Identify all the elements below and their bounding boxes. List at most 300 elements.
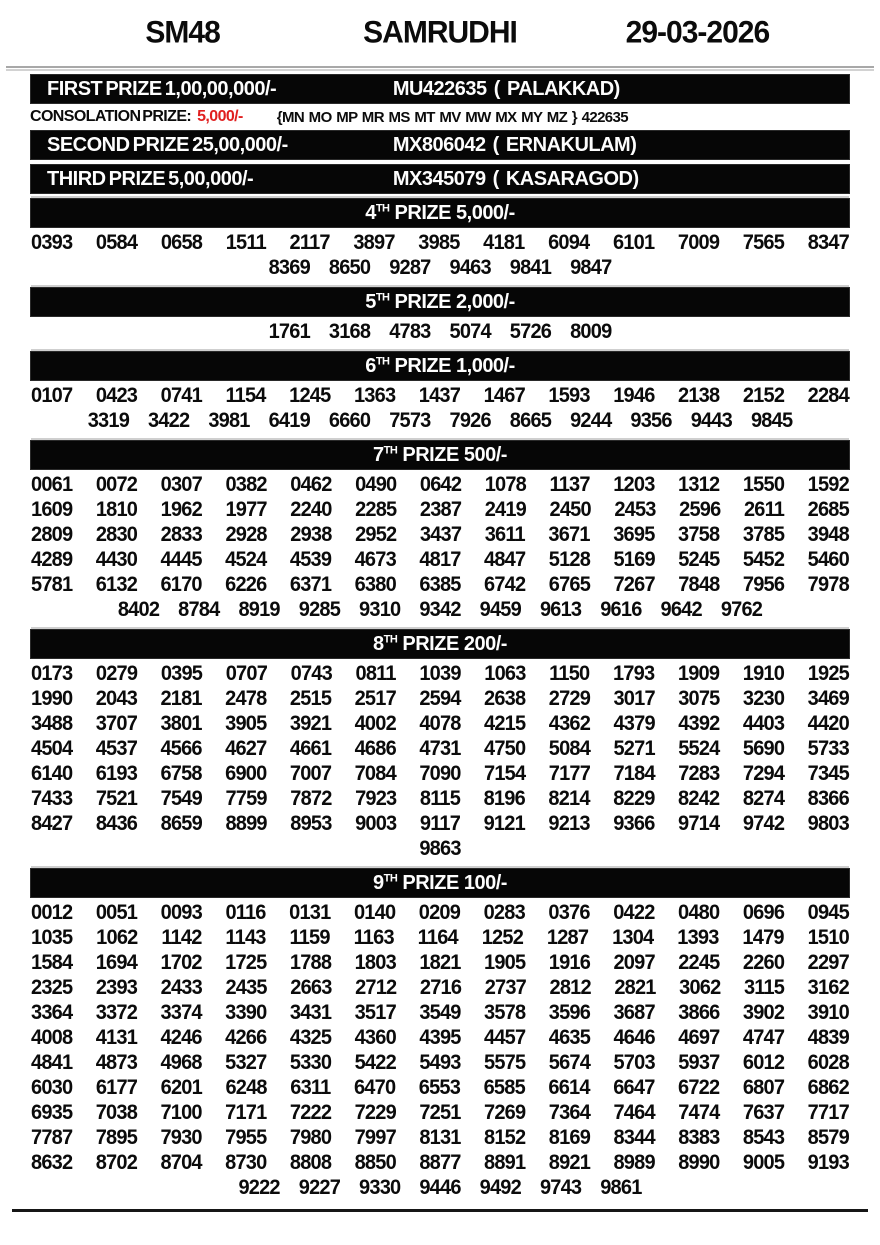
prize-number: 2594: [419, 687, 461, 711]
prize-number: 7294: [742, 762, 785, 786]
prize-number: 5690: [742, 737, 785, 761]
prize-number: 3948: [807, 523, 849, 547]
prize-number: 1511: [225, 231, 266, 255]
consolation-prize-label: CONSOLATION PRIZE:: [30, 108, 192, 125]
prize-number: 7955: [225, 1126, 267, 1150]
third-prize-label: THIRD PRIZE 5,00,000/-: [47, 167, 254, 190]
prize-number: 8877: [419, 1151, 461, 1175]
prize-number: 8730: [225, 1151, 267, 1175]
second-prize-label: SECOND PRIZE 25,00,000/-: [47, 133, 288, 156]
prize-number: 5674: [548, 1051, 591, 1075]
prize-number: 1803: [354, 951, 396, 975]
prize-number: 9356: [630, 409, 672, 433]
prize-number: 3921: [289, 712, 332, 736]
number-row: [31, 573, 849, 598]
prize-number: 4430: [95, 548, 138, 572]
prize-number: 6742: [484, 573, 526, 597]
prize-number: 2938: [290, 523, 332, 547]
prize-number: 7895: [95, 1126, 138, 1150]
prize-number: 9005: [742, 1151, 785, 1175]
prize-number: 7956: [742, 573, 785, 597]
tier-ordinal-suffix: TH: [383, 632, 398, 645]
prize-number: 5422: [354, 1051, 396, 1075]
prize-number: 0093: [160, 901, 202, 925]
prize-number: 8899: [225, 812, 267, 836]
prize-number: 4266: [225, 1026, 267, 1050]
prize-number: 6758: [160, 762, 202, 786]
tier-title: 6TH PRIZE 1,000/-: [365, 354, 515, 377]
prize-number: 5575: [484, 1051, 526, 1075]
prize-number: 1788: [289, 951, 332, 975]
prize-number: 2716: [419, 976, 462, 1000]
winning-numbers-grid: [0, 228, 880, 283]
prize-number: 1437: [418, 384, 461, 408]
prize-number: 4731: [419, 737, 461, 761]
prize-number: 0462: [290, 473, 332, 497]
prize-number: 7474: [678, 1101, 720, 1125]
number-row: [31, 523, 849, 548]
number-row: [31, 837, 849, 862]
prize-tier-section: [0, 629, 880, 864]
prize-number: 1905: [484, 951, 526, 975]
prize-number: 9492: [479, 1176, 521, 1200]
prize-number: 5245: [678, 548, 720, 572]
third-prize-bar: [30, 164, 850, 194]
number-row: [31, 687, 849, 712]
prize-number: 7269: [484, 1101, 526, 1125]
prize-number: 7464: [613, 1101, 655, 1125]
prize-number: 8784: [178, 598, 220, 622]
prize-number: 4635: [548, 1026, 591, 1050]
prize-number: 1312: [678, 473, 720, 497]
prize-number: 2928: [225, 523, 267, 547]
number-row: [31, 256, 849, 281]
prize-number: 1810: [95, 498, 138, 522]
prize-number: 1925: [807, 662, 849, 686]
prize-number: 7009: [677, 231, 720, 255]
prize-number: 3017: [613, 687, 655, 711]
prize-number: 3062: [679, 976, 721, 1000]
prize-number: 3981: [208, 409, 250, 433]
prize-tier-section: [0, 198, 880, 283]
prize-number: 7521: [95, 787, 138, 811]
prize-number: 0382: [225, 473, 267, 497]
prize-number: 8919: [238, 598, 280, 622]
prize-number: 4841: [31, 1051, 73, 1075]
number-row: [31, 231, 849, 256]
prize-number: 2181: [160, 687, 202, 711]
prize-number: 8274: [742, 787, 785, 811]
prize-number: 4362: [548, 712, 591, 736]
prize-number: 8659: [160, 812, 202, 836]
prize-number: 3785: [742, 523, 785, 547]
prize-number: 8152: [484, 1126, 526, 1150]
prize-number: 1143: [225, 926, 266, 950]
prize-number: 0072: [95, 473, 138, 497]
prize-number: 2611: [743, 498, 785, 522]
prize-number: 5460: [807, 548, 849, 572]
prize-number: 9743: [539, 1176, 582, 1200]
prize-number: 6380: [354, 573, 396, 597]
prize-number: 3611: [484, 523, 525, 547]
first-prize-bar: [30, 74, 850, 104]
number-row: [31, 712, 849, 737]
number-row: [31, 976, 849, 1001]
winning-numbers-grid: [0, 898, 880, 1203]
tier-header-bar: [30, 287, 850, 317]
prize-number: 8543: [742, 1126, 785, 1150]
prize-number: 9616: [600, 598, 642, 622]
prize-number: 3866: [678, 1001, 720, 1025]
prize-number: 8242: [678, 787, 720, 811]
number-row: [31, 498, 849, 523]
number-row: [31, 1101, 849, 1126]
prize-number: 7759: [225, 787, 267, 811]
prize-number: 4646: [613, 1026, 655, 1050]
prize-number: 9213: [548, 812, 590, 836]
consolation-prize-amount: 5,000/-: [197, 108, 243, 125]
prize-number: 1039: [419, 662, 461, 686]
tier-header-bar: [30, 868, 850, 898]
prize-number: 7184: [613, 762, 655, 786]
prize-number: 8808: [289, 1151, 332, 1175]
prize-number: 4420: [807, 712, 849, 736]
prize-number: 6201: [160, 1076, 202, 1100]
prize-number: 2712: [355, 976, 397, 1000]
third-prize-ticket: MX345079 ( KASARAGOD): [392, 167, 639, 190]
prize-number: 2830: [95, 523, 138, 547]
prize-number: 6765: [548, 573, 591, 597]
prize-number: 0107: [31, 384, 73, 408]
prize-number: 0393: [31, 231, 73, 255]
prize-number: 1203: [613, 473, 655, 497]
prize-number: 0061: [31, 473, 73, 497]
prize-number: 3162: [807, 976, 849, 1000]
first-prize-label: FIRST PRIZE 1,00,00,000/-: [47, 77, 277, 100]
prize-number: 4078: [419, 712, 461, 736]
prize-number: 1245: [289, 384, 331, 408]
prize-number: 7565: [742, 231, 785, 255]
prize-number: 1078: [484, 473, 526, 497]
prize-number: 2393: [95, 976, 138, 1000]
prize-number: 1035: [31, 926, 73, 950]
prize-number: 2833: [160, 523, 202, 547]
prize-number: 6140: [31, 762, 73, 786]
prize-number: 8369: [268, 256, 310, 280]
prize-number: 0422: [613, 901, 655, 925]
prize-number: 4403: [742, 712, 785, 736]
prize-number: 2450: [549, 498, 591, 522]
prize-number: 8427: [31, 812, 73, 836]
prize-number: 3364: [31, 1001, 73, 1025]
prize-number: 6177: [95, 1076, 138, 1100]
number-row: [31, 1176, 849, 1201]
prize-number: 1150: [549, 662, 590, 686]
prize-number: 1393: [677, 926, 719, 950]
prize-number: 2478: [225, 687, 267, 711]
prize-number: 6614: [548, 1076, 590, 1100]
winning-numbers-grid: [0, 317, 880, 347]
prize-number: 3801: [160, 712, 202, 736]
prize-number: 0283: [483, 901, 525, 925]
number-row: [31, 737, 849, 762]
prize-number: 0741: [160, 384, 202, 408]
prize-number: 7283: [678, 762, 720, 786]
prize-number: 7433: [31, 787, 73, 811]
prize-number: 6807: [742, 1076, 785, 1100]
prize-number: 5493: [419, 1051, 461, 1075]
prize-number: 6647: [613, 1076, 655, 1100]
prize-number: 2138: [678, 384, 720, 408]
tier-ordinal-suffix: TH: [375, 290, 390, 303]
tier-ordinal-suffix: TH: [375, 201, 390, 214]
prize-number: 0696: [742, 901, 785, 925]
prize-number: 4537: [95, 737, 138, 761]
prize-number: 4457: [484, 1026, 526, 1050]
draw-code: SM48: [145, 15, 220, 50]
prize-number: 7848: [678, 573, 720, 597]
prize-number: 7100: [160, 1101, 202, 1125]
number-row: [31, 409, 849, 434]
prize-number: 2596: [679, 498, 721, 522]
prize-number: 5726: [509, 320, 552, 344]
number-row: [31, 951, 849, 976]
prize-number: 4524: [225, 548, 267, 572]
prize-number: 7549: [160, 787, 202, 811]
prize-number: 8665: [509, 409, 552, 433]
prize-number: 4968: [160, 1051, 202, 1075]
prize-number: 6722: [678, 1076, 720, 1100]
prize-number: 5452: [742, 548, 785, 572]
prize-number: 2260: [742, 951, 785, 975]
prize-number: 2097: [613, 951, 655, 975]
prize-number: 4566: [160, 737, 202, 761]
prize-number: 7980: [289, 1126, 332, 1150]
number-row: [31, 384, 849, 409]
prize-number: 1916: [548, 951, 591, 975]
prize-number: 1159: [289, 926, 330, 950]
prize-number: 8953: [290, 812, 332, 836]
prize-number: 3578: [484, 1001, 526, 1025]
prize-number: 9227: [298, 1176, 341, 1200]
prize-number: 2245: [678, 951, 720, 975]
prize-number: 1725: [225, 951, 267, 975]
prize-number: 3596: [548, 1001, 591, 1025]
prize-number: 6900: [225, 762, 267, 786]
prize-number: 4325: [289, 1026, 332, 1050]
prize-number: 5781: [31, 573, 73, 597]
prize-number: 1592: [807, 473, 849, 497]
prize-number: 0051: [95, 901, 138, 925]
prize-number: 8169: [548, 1126, 591, 1150]
prize-number: 9342: [419, 598, 461, 622]
prize-number: 8579: [807, 1126, 849, 1150]
prize-number: 7007: [289, 762, 332, 786]
prize-number: 2638: [484, 687, 526, 711]
prize-number: 2737: [484, 976, 526, 1000]
prize-number: 8131: [419, 1126, 461, 1150]
prize-number: 7872: [290, 787, 332, 811]
prize-number: 9803: [807, 812, 849, 836]
prize-number: 4215: [484, 712, 526, 736]
prize-number: 3902: [742, 1001, 785, 1025]
winning-numbers-grid: [0, 381, 880, 436]
prize-number: 3374: [160, 1001, 202, 1025]
lower-prize-sections: [0, 198, 880, 1203]
prize-number: 2515: [289, 687, 332, 711]
prize-number: 9222: [238, 1176, 280, 1200]
tier-title: 9TH PRIZE 100/-: [373, 871, 507, 894]
prize-number: 4839: [807, 1026, 849, 1050]
prize-number: 9841: [509, 256, 552, 280]
prize-number: 4008: [31, 1026, 73, 1050]
winning-numbers-grid: [0, 470, 880, 625]
number-row: [31, 1001, 849, 1026]
prize-number: 5271: [613, 737, 655, 761]
prize-number: 8402: [117, 598, 160, 622]
prize-number: 7923: [355, 787, 397, 811]
second-prize-bar: [30, 130, 850, 160]
prize-number: 3695: [613, 523, 655, 547]
prize-number: 1977: [225, 498, 267, 522]
prize-number: 8196: [483, 787, 525, 811]
prize-number: 2685: [807, 498, 849, 522]
prize-number: 9117: [419, 812, 461, 836]
prize-number: 7251: [419, 1101, 461, 1125]
prize-number: 9287: [389, 256, 431, 280]
number-row: [31, 1051, 849, 1076]
prize-number: 2325: [31, 976, 73, 1000]
prize-number: 2117: [289, 231, 330, 255]
prize-number: 1142: [161, 926, 202, 950]
prize-number: 3671: [548, 523, 590, 547]
prize-number: 8214: [548, 787, 590, 811]
prize-number: 8921: [548, 1151, 591, 1175]
prize-number: 7154: [484, 762, 526, 786]
prize-number: 4445: [160, 548, 202, 572]
prize-number: 5937: [678, 1051, 720, 1075]
prize-number: 2240: [290, 498, 332, 522]
prize-number: 3488: [31, 712, 73, 736]
prize-number: 6660: [328, 409, 371, 433]
prize-number: 4131: [95, 1026, 138, 1050]
prize-number: 6553: [418, 1076, 461, 1100]
prize-number: 0480: [678, 901, 720, 925]
prize-number: 0279: [95, 662, 138, 686]
prize-tier-section: [0, 440, 880, 625]
prize-number: 1609: [31, 498, 73, 522]
prize-number: 3230: [742, 687, 785, 711]
prize-number: 8990: [678, 1151, 720, 1175]
prize-number: 1793: [612, 662, 655, 686]
prize-number: 7038: [95, 1101, 138, 1125]
prize-number: 3168: [328, 320, 371, 344]
prize-number: 8891: [484, 1151, 526, 1175]
prize-number: 1593: [548, 384, 590, 408]
prize-tier-section: [0, 287, 880, 347]
number-row: [31, 1126, 849, 1151]
prize-number: 6371: [289, 573, 332, 597]
prize-number: 9121: [483, 812, 525, 836]
prize-number: 2435: [225, 976, 267, 1000]
prize-number: 4504: [31, 737, 73, 761]
prize-number: 8229: [613, 787, 655, 811]
prize-number: 8989: [613, 1151, 655, 1175]
prize-number: 4783: [389, 320, 431, 344]
prize-number: 6012: [742, 1051, 785, 1075]
prize-number: 4181: [483, 231, 525, 255]
prize-number: 1479: [742, 926, 784, 950]
prize-number: 2433: [160, 976, 202, 1000]
prize-number: 1510: [807, 926, 849, 950]
prize-number: 6470: [353, 1076, 396, 1100]
number-row: [31, 1076, 849, 1101]
prize-number: 6170: [160, 573, 202, 597]
tier-title: 4TH PRIZE 5,000/-: [365, 201, 515, 224]
prize-number: 9863: [419, 837, 461, 861]
prize-number: 1163: [353, 926, 394, 950]
prize-number: 1252: [481, 926, 524, 950]
prize-number: 4395: [419, 1026, 461, 1050]
prize-number: 5128: [548, 548, 591, 572]
prize-number: 6094: [548, 231, 590, 255]
prize-number: 6248: [225, 1076, 267, 1100]
prize-number: 2809: [31, 523, 73, 547]
prize-number: 6226: [225, 573, 267, 597]
prize-number: 8702: [95, 1151, 138, 1175]
prize-number: 6419: [268, 409, 310, 433]
prize-number: 4002: [354, 712, 396, 736]
prize-number: 6311: [290, 1076, 331, 1100]
prize-number: 8383: [678, 1126, 720, 1150]
number-row: [31, 548, 849, 573]
prize-number: 5084: [548, 737, 591, 761]
prize-number: 2387: [419, 498, 462, 522]
prize-number: 3422: [148, 409, 190, 433]
prize-number: 4747: [742, 1026, 785, 1050]
lottery-name: SAMRUDHI: [363, 15, 517, 50]
number-row: [31, 926, 849, 951]
prize-number: 6132: [95, 573, 138, 597]
prize-number: 3075: [678, 687, 720, 711]
prize-number: 1063: [484, 662, 526, 686]
prize-number: 6028: [807, 1051, 849, 1075]
tier-ordinal-suffix: TH: [375, 354, 390, 367]
prize-number: 2812: [549, 976, 591, 1000]
tier-header-bar: [30, 440, 850, 470]
tier-title: 5TH PRIZE 2,000/-: [365, 290, 515, 313]
prize-number: 9330: [359, 1176, 401, 1200]
prize-number: 9847: [570, 256, 612, 280]
prize-number: 1137: [549, 473, 590, 497]
prize-number: 9366: [613, 812, 655, 836]
prize-number: 9446: [419, 1176, 461, 1200]
prize-number: 7637: [742, 1101, 785, 1125]
prize-number: 4673: [354, 548, 396, 572]
prize-number: 7229: [354, 1101, 396, 1125]
prize-number: 8850: [354, 1151, 396, 1175]
prize-number: 9193: [807, 1151, 849, 1175]
prize-number: 6385: [419, 573, 461, 597]
prize-number: 4697: [678, 1026, 720, 1050]
prize-number: 7171: [225, 1101, 267, 1125]
prize-number: 9459: [479, 598, 521, 622]
prize-number: 3372: [95, 1001, 138, 1025]
prize-number: 1909: [677, 662, 720, 686]
prize-number: 3115: [743, 976, 785, 1000]
prize-number: 6935: [31, 1101, 73, 1125]
prize-number: 4539: [289, 548, 332, 572]
